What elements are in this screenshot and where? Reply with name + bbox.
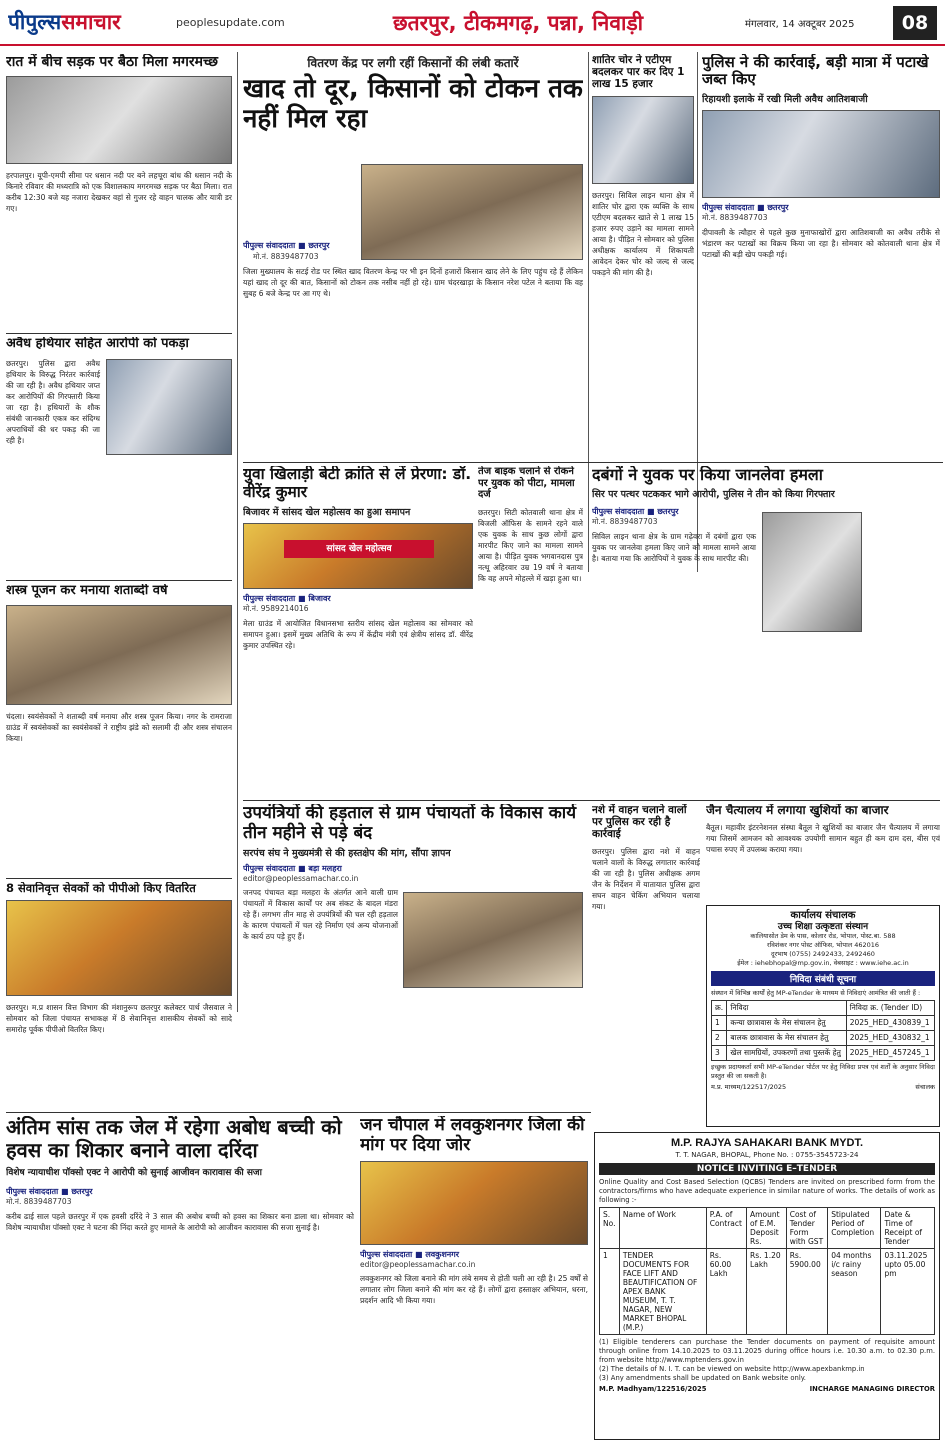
shastra-photo	[6, 605, 232, 705]
headline: उपयंत्रियों की हड़ताल से ग्राम पंचायतों के विकास कार्य तीन महीने से पड़े बंद	[243, 804, 577, 843]
article-body: हरपालपुर। यूपी-एमपी सीमा पर धसान नदी पर बने लहचूरा बांध की धसान नदी के किनारे रविवार की मध्यरात्रि को एक विशालकाय मगरमच्छ सड़क पर बैठा मिला। रात करीब 12:30 बजे यह नजारा देखकर वहां से गुजर रहे वाहन चालक और यात्री डर गए।	[6, 171, 232, 214]
sports-festival-photo	[243, 523, 473, 589]
header-cell: Cost of Tender Form with GST	[786, 1207, 827, 1248]
column-divider	[237, 52, 238, 1012]
headline: युवा खिलाड़ी बेटी क्रांति से लें प्रेरणा: डॉ. वीरेंद्र कुमार	[243, 466, 472, 501]
article-body: छतरपुर। म.प्र शासन वित्त विभाग की मंशानुरूप छतरपुर कलेक्टर पार्थ जैसवाल ने सोमवार को जिला पंचायत सभाकक्ष में 8 सेवानिवृत्त शासकीय सेवकों को सादे समारोह पूर्वक पीपीओ वितरित किए।	[6, 1003, 232, 1035]
article-body: छतरपुर। पुलिस द्वारा अवैध हथियार के विरुद्ध निरंतर कार्रवाई की जा रही है। अवैध हथियार जप्त कर आरोपियों की गिरफ्तारी किया जा रहा है। हथियारों के शौक संबंधी जानकारी एकत्र कर संदिग्ध अपराधियों की धर पकड़ की जा रही है।	[6, 358, 100, 445]
article-ppo	[6, 882, 232, 1112]
ad-address2: रविशंकर नगर पोस्ट ऑफिस, भोपाल 462016	[766, 940, 880, 949]
byline: पीपुल्स संवाददाता ■ छतरपुर	[243, 241, 330, 250]
headline: रात में बीच सड़क पर बैठा मिला मगरमच्छ	[6, 54, 218, 70]
table-row	[600, 1248, 935, 1334]
ad-intro: संस्थान में विभिन्न कार्यों हेतु MP-eTender के माध्यम से निविदाएं आमंत्रित की जाती हैं :	[711, 988, 921, 997]
ad-email[interactable]: ईमेल : iehebhopal@mp.gov.in, वेबसाइट : www.iehe.ac.in	[737, 958, 909, 967]
note-1: (1) Eligible tenderers can purchase the Tender documents on payment of requisite amount through online from 14.10.2025 to 03.11.2025 during office hours i.e. 10.30 a.m. to 02.30 p.m. from website http://www.mptenders.gov.in	[599, 1337, 935, 1364]
table-header	[712, 1000, 935, 1015]
shatir-photo	[592, 96, 694, 184]
subheadline: सिर पर पत्थर पटककर भागे आरोपी, पुलिस ने तीन को किया गिरफ्तार	[592, 489, 835, 501]
cell: 2025_HED_430832_1	[846, 1030, 934, 1045]
article-bike	[478, 466, 583, 796]
cell: 1	[600, 1248, 620, 1334]
header-cell: Date & Time of Receipt of Tender	[881, 1207, 935, 1248]
queue-photo	[361, 164, 583, 260]
logo-part-b: समाचार	[61, 10, 121, 34]
col-id: निविदा क्र. (Tender ID)	[846, 1000, 934, 1015]
note-2: (2) The details of N. I. T. can be viewed on website http://www.apexbankmp.in	[599, 1364, 865, 1373]
region-title: छतरपुर, टीकमगढ़, पन्ना, निवाड़ी	[392, 11, 644, 35]
col-work: निविदा	[727, 1000, 846, 1015]
headline: जन चौपाल में लवकुशनगर जिला की मांग पर दिया जोर	[360, 1116, 585, 1155]
col-sno: क्र.	[712, 1000, 727, 1015]
cell: 03.11.2025 upto 05.00 pm	[881, 1248, 935, 1334]
cell: Rs. 1.20 Lakh	[747, 1248, 787, 1334]
ad-sign: संचालक	[915, 1082, 935, 1091]
column-divider	[588, 52, 589, 572]
newspaper-logo[interactable]	[8, 4, 168, 40]
ad-intro: Online Quality and Cost Based Selection (QCBS) Tenders are invited on prescribed form from the contractors/firms who have adequate experience in similar nature of works. The details of work as following :-	[599, 1177, 935, 1204]
article-body: करीब ढाई साल पहले छतरपुर में एक हवसी दरिंदे ने 3 साल की अबोध बच्ची को हवस का शिकार बना डाला था। सोमवार को विशेष न्यायाधीश पॉक्सो एक्ट ने घटना की निंदा करते हुए मामले के आरोपी को आजीवन कारावास की सजा सुनाई है।	[6, 1212, 354, 1232]
subheadline: सरपंच संघ ने मुख्यमंत्री से की हस्तक्षेप की मांग, सौंपा ज्ञापन	[243, 848, 451, 860]
headline: पुलिस ने की कार्रवाई, बड़ी मात्रा में पटाखे जब्त किए	[702, 54, 929, 89]
subheadline: बिजावर में सांसद खेल महोत्सव का हुआ समापन	[243, 506, 411, 518]
cell: खेल सामग्रियों, उपकरणों तथा पुस्तकें हेतु	[727, 1045, 846, 1060]
article-body: छतरपुर। पुलिस द्वारा नशे में वाहन चलाने वालों के विरुद्ध लगातार कार्रवाई की जा रही है। पुलिस अधीक्षक अगम जैन के निर्देशन में यातायात पुलिस द्वारा सघन वाहन चेकिंग अभियान चलाया गया।	[592, 847, 700, 912]
headline: खाद तो दूर, किसानों को टोकन तक नहीं मिल रहा	[243, 74, 583, 134]
cell: 1	[712, 1015, 727, 1030]
ad-tender-table	[711, 1000, 935, 1061]
subheadline: रिहायशी इलाके में रखी मिली अवैध आतिशबाजी	[702, 93, 868, 105]
article-body: छतरपुर। सिविल लाइन थाना क्षेत्र में शातिर चोर द्वारा एक व्यक्ति के साथ एटीएम बदलकर खाते से 1 लाख 15 हजार रुपए उड़ाने का मामला सामने आया है। पीड़ित ने सोमवार को पुलिस अधीक्षक कार्यालय में शिकायती आवेदन देकर चोर को जल्द से जल्द पकड़ने की मांग की है।	[592, 191, 694, 278]
mobile-number: मो.नं. 9589214016	[243, 603, 309, 613]
festival-banner: सांसद खेल महोत्सव	[284, 540, 434, 558]
note-3: (3) Any amendments shall be updated on Bank website only.	[599, 1373, 806, 1382]
victim-photo	[762, 512, 862, 632]
cell: बालक छात्रावास के मेस संचालन हेतु	[727, 1030, 846, 1045]
article-sarpanch	[243, 804, 583, 1109]
article-body: जनपद पंचायत बड़ा मलहरा के अंतर्गत आने वाली ग्राम पंचायतों में विकास कार्यों पर अब संकट के बादल मंडरा रहे हैं। लगभग तीन माह से उपयंत्रियों की चल रही हड़ताल के कारण पंचायतों में चल रहे निर्माण एवं अन्य योजनाओं के कार्य ठप पड़े हुए हैं।	[243, 888, 398, 942]
ad-org: कार्यालय संचालक	[790, 910, 856, 921]
byline: पीपुल्स संवाददाता ■ बिजावर	[243, 593, 331, 603]
crocodile-photo	[6, 76, 232, 164]
cell: TENDER DOCUMENTS FOR FACE LIFT AND BEAUTIFICATION OF APEX BANK MUSEUM, T. T. NAGAR, NEW MARKET BHOPAL (M.P.)	[619, 1248, 706, 1334]
ad-sign: INCHARGE MANAGING DIRECTOR	[809, 1384, 935, 1393]
byline: पीपुल्स संवाददाता ■ छतरपुर	[702, 202, 789, 212]
cell: 2025_HED_430839_1	[846, 1015, 934, 1030]
ad-ref: M.P. Madhyam/122516/2025	[599, 1384, 707, 1393]
headline: अंतिम सांस तक जेल में रहेगा अबोध बच्ची को हवस का शिकार बनाने वाला दरिंदा	[6, 1116, 342, 1162]
headline: शातिर चोर ने एटीएम बदलकर पार कर दिए 1 लाख 15 हजार	[592, 54, 685, 91]
article-crackers	[702, 54, 940, 464]
ad-ref: म.प्र. माध्यम/122517/2025	[711, 1082, 787, 1091]
accused-photo	[106, 359, 232, 455]
article-body: बैतूल। महावीर इंटरनेशनल संस्था बैतूल ने खुशियों का बाजार जैन चैत्यालय में लगाया गया जिसमें आमजन को आवश्यक उपयोगी सामान बहुत ही कम दाम दस, बीस एवं पचास रुपए में उपलब्ध कराया गया।	[706, 822, 940, 854]
table-row	[712, 1015, 935, 1030]
byline: पीपुल्स संवाददाता ■ छतरपुर	[592, 507, 679, 517]
headline: अवैध हथियार सहित आरोपी को पकड़ा	[6, 337, 189, 351]
editor-email[interactable]: editor@peoplessamachar.co.in	[243, 874, 359, 884]
bank-name: M.P. RAJYA SAHAKARI BANK MYDT.	[670, 1137, 864, 1149]
editor-email[interactable]: editor@peoplessamachar.co.in	[360, 1260, 476, 1270]
page-number: 08	[893, 6, 937, 40]
tender-ad-bank	[594, 1132, 940, 1440]
mobile-number: मो.नं. 8839487703	[253, 252, 319, 261]
article-dabang	[592, 466, 940, 796]
cell: Rs. 5900.00	[786, 1248, 827, 1334]
crackers-photo	[702, 110, 940, 198]
ad-band: NOTICE INVITING E–TENDER	[599, 1163, 935, 1175]
header-cell: Stipulated Period of Completion	[828, 1207, 881, 1248]
cell: 3	[712, 1045, 727, 1060]
article-janchaupal	[360, 1116, 588, 1441]
subheadline: विशेष न्यायाधीश पॉक्सो एक्ट ने आरोपी को सुनाई आजीवन कारावास की सजा	[6, 1168, 262, 1178]
bank-tender-table	[599, 1207, 935, 1335]
article-arms	[6, 337, 232, 577]
table-row	[712, 1030, 935, 1045]
article-body: चंदला। स्वयंसेवकों ने शताब्दी वर्ष मनाया और शस्त्र पूजन किया। नगर के रामराजा ग्राउंड में स्वयंसेवकों का स्वयंसेवकों ने राष्ट्रीय झंडे को सलामी दी और शस्त्र संचालन किया।	[6, 711, 232, 743]
header-cell: S. No.	[600, 1207, 620, 1248]
article-khad	[243, 54, 583, 444]
headline: नशे में वाहन चलाने वालों पर पुलिस कर रही है कार्रवाई	[592, 804, 687, 841]
headline: शस्त्र पूजन कर मनाया शताब्दी वर्ष	[6, 584, 168, 598]
headline: जैन चैत्यालय में लगाया खुशियों का बाजार	[706, 804, 889, 817]
article-shastra	[6, 584, 232, 874]
cell: Rs. 60.00 Lakh	[706, 1248, 746, 1334]
ad-band: निविदा संबंधी सूचना	[711, 971, 935, 986]
article-yuva	[243, 466, 473, 796]
article-body: छतरपुर। सिटी कोतवाली थाना क्षेत्र में बिजली ऑफिस के सामने रहने वाले एक युवक के साथ कुछ लोगों द्वारा मारपीट किए जाने का मामला सामने आया है। पीड़ित युवक भगवानदास पुत्र नत्थू अहिरवार उम्र 19 वर्ष ने बताया कि वह अपने मोहल्ले में खड़ा हुआ था।	[478, 507, 583, 583]
article-jain	[706, 804, 940, 899]
website-link[interactable]: peoplesupdate.com	[176, 16, 285, 29]
article-abodh	[6, 1116, 354, 1441]
table-header	[600, 1207, 935, 1248]
header-cell: P.A. of Contract	[706, 1207, 746, 1248]
byline: पीपुल्स संवाददाता ■ लवकुशनगर	[360, 1250, 459, 1260]
article-body: सिविल लाइन थाना क्षेत्र के ग्राम गढ़ेवरा में दबंगों द्वारा एक युवक पर जानलेवा हमला किए जाने को मामला सामने आया है। बताया गया कि आरोपियों ने युवक के साथ मारपीट की।	[592, 532, 756, 564]
issue-date: मंगलवार, 14 अक्टूबर 2025	[745, 19, 855, 30]
article-body: मेला ग्राउंड में आयोजित विधानसभा स्तरीय सांसद खेल महोत्सव का सोमवार को समापन हुआ। इसमें मुख्य अतिथि के रूप में केंद्रीय मंत्री एवं क्षेत्रीय सांसद डॉ. वीरेंद्र कुमार उपस्थित रहे।	[243, 618, 473, 650]
byline: पीपुल्स संवाददाता ■ बड़ा मलहरा	[243, 864, 342, 874]
ad-org2: उच्च शिक्षा उत्कृष्टता संस्थान	[777, 921, 869, 932]
table-row	[712, 1045, 935, 1060]
mobile-number: मो.नं. 8839487703	[6, 1197, 72, 1206]
byline: पीपुल्स संवाददाता ■ छतरपुर	[6, 1187, 93, 1196]
masthead	[0, 0, 945, 46]
headline: दबंगों ने युवक पर किया जानलेवा हमला	[592, 466, 823, 484]
ad-phone: दूरभाष (0755) 2492433, 2492460	[771, 949, 875, 958]
mobile-number: मो.नं. 8839487703	[702, 212, 768, 222]
headline: तेज बाइक चलाने से रोकने पर युवक को पीटा, मामला दर्ज	[478, 466, 575, 500]
cell: 2	[712, 1030, 727, 1045]
article-body: दीपावली के त्यौहार से पहले कुछ मुनाफाखोरों द्वारा आतिशबाजी का अवैध तरीके से भंडारण कर पटाखों का विक्रय किया जा रहा है। सोमवार को कोतवाली थाना क्षेत्र में पटाखों की बड़ी खेप पकड़ी गई।	[702, 227, 940, 259]
janchaupal-photo	[360, 1161, 588, 1245]
kicker: वितरण केंद्र पर लगी रहीं किसानों की लंबी कतारें	[307, 56, 519, 70]
ad-address: कालियासोत डेम के पास, कोलार रोड, भोपाल, पोस्ट.बा. 588	[750, 931, 896, 940]
headline: 8 सेवानिवृत्त सेवकों को पीपीओ किए वितरित	[6, 882, 196, 895]
article-body: जिला मुख्यालय के सटई रोड पर स्थित खाद वितरण केन्द्र पर भी इन दिनों हजारों किसान खाद लेने के लिए पहुंच रहे हैं लेकिन यहां खाद तो दूर की बात, किसानों को टोकन तक नसीब नहीं हो रहे। ग्राम चंदरखाड़ा के किसान नरेश पटेल ने बताया कि वह सुबह 6 बजे केन्द्र पर आ गए थे।	[243, 267, 583, 298]
logo-part-a: पीपुल्स	[8, 10, 62, 34]
bank-address: T. T. NAGAR, BHOPAL, Phone No. : 0755-3545723-24	[675, 1150, 859, 1159]
memorandum-photo	[403, 892, 583, 988]
cell: 04 months i/c rainy season	[828, 1248, 881, 1334]
article-nashe	[592, 804, 700, 1109]
ad-footer: इच्छुक प्रदायकर्ता सभी MP-eTender पोर्टल पर हेतु निविदा प्रपत्र एवं शर्तों के अनुसार निविदा प्रस्तुत की जा सकती है।	[711, 1062, 935, 1080]
article-crocodile	[6, 54, 232, 329]
header-cell: Amount of E.M. Deposit Rs.	[747, 1207, 787, 1248]
header-cell: Name of Work	[619, 1207, 706, 1248]
tender-ad-iehe	[706, 905, 940, 1127]
cell: कन्या छात्रावास के मेस संचालन हेतु	[727, 1015, 846, 1030]
article-body: लवकुशनगर को जिला बनाने की मांग लंबे समय से होती चली आ रही है। 25 वर्षों से लगातार लोग जिला बनाने की मांग कर रहे हैं। लोगों द्वारा हस्ताक्षर अभियान, धरना, प्रदर्शन आदि भी किया गया।	[360, 1274, 588, 1306]
ppo-photo	[6, 900, 232, 996]
cell: 2025_HED_457245_1	[846, 1045, 934, 1060]
mobile-number: मो.नं. 8839487703	[592, 517, 658, 527]
